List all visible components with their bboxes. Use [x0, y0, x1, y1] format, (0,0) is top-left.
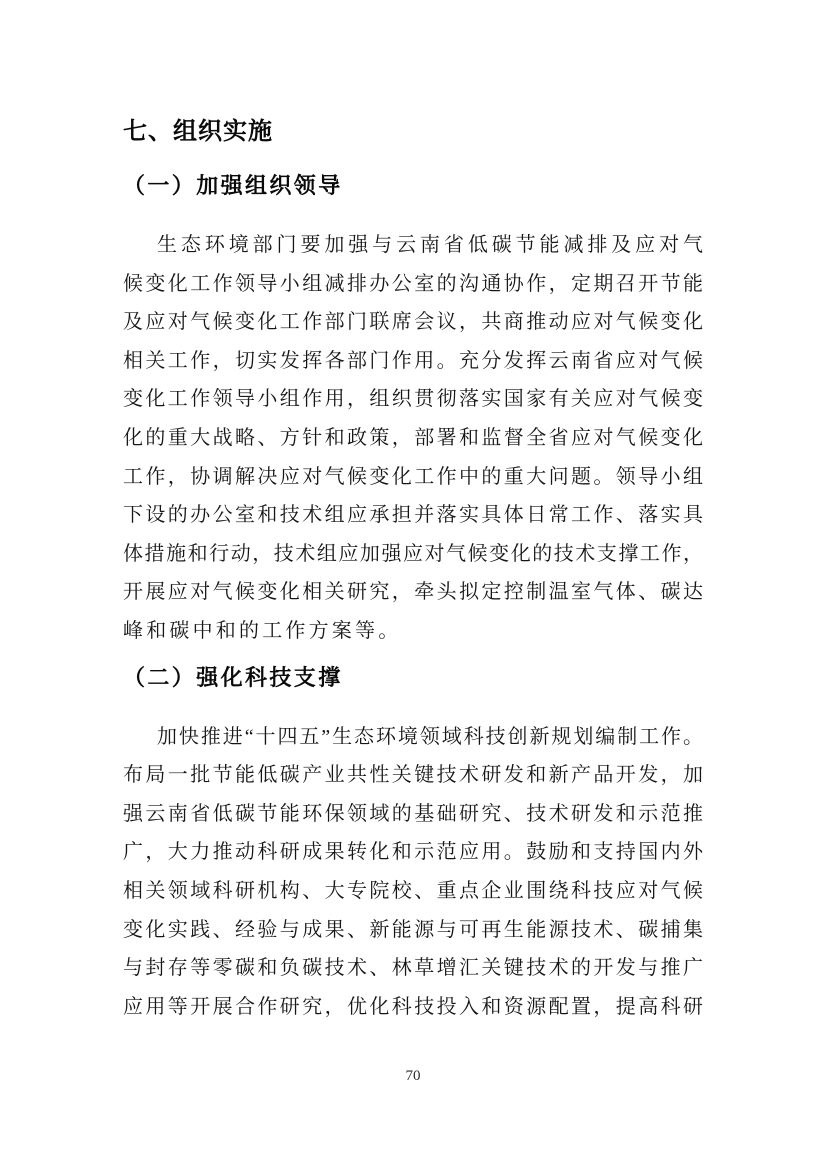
text-line: 应用等开展合作研究，优化科技投入和资源配置，提高科研: [123, 995, 703, 1018]
subsection-heading: （二）强化科技支撑: [123, 664, 343, 690]
text-line: 候变化工作领导小组减排办公室的沟通协作，定期召开节能: [123, 272, 703, 295]
text-line: 体措施和行动，技术组应加强应对气候变化的技术支撑工作，: [123, 542, 703, 565]
sections-container: [123, 172, 703, 1026]
text-line: 布局一批节能低碳产业共性关键技术研发和新产品开发，加: [123, 764, 703, 787]
text-line: 强云南省低碳节能环保领域的基础研究、技术研发和示范推: [123, 802, 703, 825]
text-line: 广，大力推动科研成果转化和示范应用。鼓励和支持国内外: [123, 841, 703, 864]
text-line: 生态环境部门要加强与云南省低碳节能减排及应对气: [157, 234, 703, 256]
text-line: 工作，协调解决应对气候变化工作中的重大问题。领导小组: [123, 465, 703, 488]
text-line: 相关工作，切实发挥各部门作用。充分发挥云南省应对气候: [123, 349, 703, 372]
text-line: 化的重大战略、方针和政策，部署和监督全省应对气候变化: [123, 426, 703, 449]
text-line: 变化工作领导小组作用，组织贯彻落实国家有关应对气候变: [123, 388, 703, 411]
text-line: 及应对气候变化工作部门联席会议，共商推动应对气候变化: [123, 311, 703, 334]
text-line: 变化实践、经验与成果、新能源与可再生能源技术、碳捕集: [123, 918, 703, 941]
text-line: 与封存等零碳和负碳技术、林草增汇关键技术的开发与推广: [123, 957, 703, 980]
section-heading: 七、组织实施: [123, 118, 273, 145]
paragraph: [123, 718, 703, 1027]
subsection-heading: （一）加强组织领导: [123, 173, 343, 198]
paragraph: [123, 226, 703, 651]
text-line: 开展应对气候变化相关研究，牵头拟定控制温室气体、碳达: [123, 581, 703, 604]
text-line: 相关领域科研机构、大专院校、重点企业围绕科技应对气候: [123, 879, 703, 902]
page-number: 70: [405, 1068, 421, 1084]
text-line: 峰和碳中和的工作方案等。: [123, 619, 402, 642]
document-content: [123, 118, 703, 1039]
text-line: 下设的办公室和技术组应承担并落实具体日常工作、落实具: [123, 504, 703, 527]
text-line: 加快推进“十四五”生态环境领域科技创新规划编制工作。: [157, 725, 703, 748]
